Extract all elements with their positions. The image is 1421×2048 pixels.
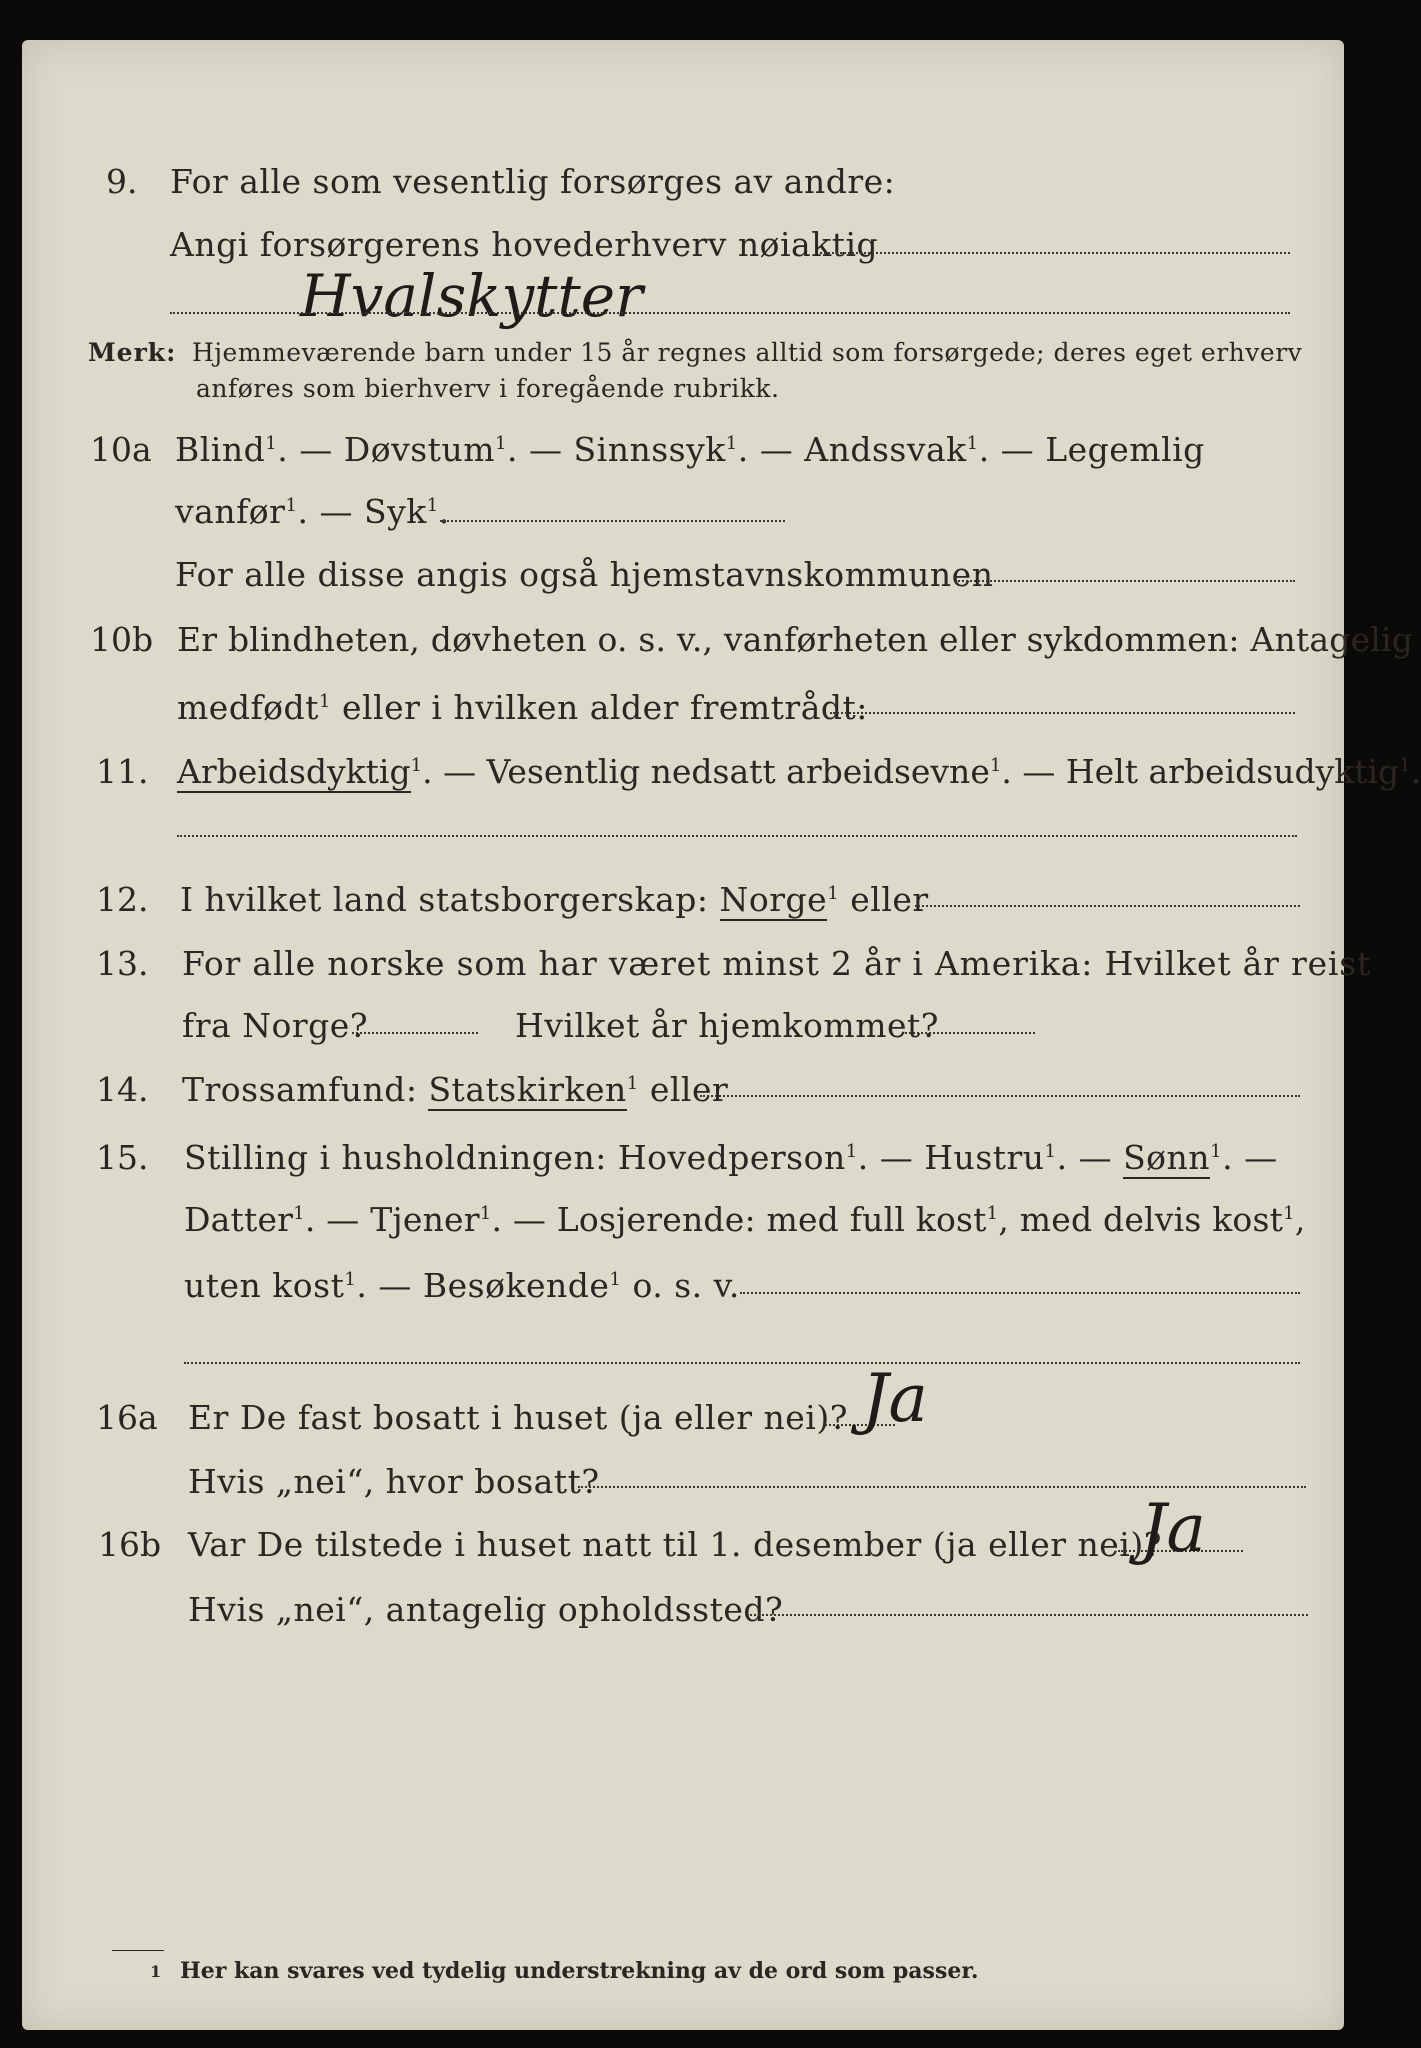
footnote-mark: 1 (265, 433, 278, 454)
q15-delvis: med delvis kost (1019, 1200, 1284, 1239)
q16b-number: 16b (98, 1525, 162, 1564)
merk-label: Merk: (88, 338, 177, 367)
q13-hjem: Hvilket år hjemkommet? (515, 1006, 939, 1045)
q11-arbeidsdyktig: Arbeidsdyktig (177, 752, 411, 791)
footnote-mark: 1 (609, 1269, 622, 1290)
q15-number: 15. (96, 1138, 149, 1177)
q13-fra: fra Norge? (182, 1006, 369, 1045)
footnote-mark: 1 (150, 1962, 162, 1981)
merk-line2: anføres som bierhverv i foregående rubrikk. (196, 374, 780, 403)
footnote-mark: 1 (426, 495, 439, 516)
q11-line: Arbeidsdyktig$^1$. — Vesentlig nedsatt arbeidsevne$^1$. — Helt arbeidsudyktig$^1$. (177, 752, 1421, 791)
q10a-dovstum: Døvstum (343, 430, 495, 469)
q10a-line1: Blind$^1$. — Døvstum$^1$. — Sinnssyk$^1$. — Andssvak$^1$. — Legemlig (175, 430, 1205, 469)
q16a-bosatt-line[interactable] (578, 1486, 1306, 1488)
footnote-mark: 1 (626, 1073, 639, 1094)
q15-line1: Stilling i husholdningen: Hovedperson$^1$. — Hustru$^1$. — Sønn$^1$. — (184, 1138, 1278, 1177)
q16b-line2: Hvis „nei“, antagelig opholdssted? (188, 1590, 784, 1629)
q10a-andssvak: Andssvak (804, 430, 967, 469)
footnote-mark: 1 (1283, 1203, 1295, 1224)
q9-line2: Angi forsørgerens hovederhverv nøiaktig (170, 225, 879, 264)
q10b-line2 (177, 688, 868, 727)
q9-answer-line-2[interactable] (170, 312, 1290, 314)
footnote-mark: 1 (725, 433, 738, 454)
q14-eller: eller (649, 1070, 729, 1109)
q13-line1: For alle norske som har været minst 2 år i Amerika: Hvilket år reist (182, 944, 1372, 983)
q15-datter: Datter (184, 1200, 294, 1239)
q16a-line1: Er De fast bosatt i huset (ja eller nei)? (188, 1398, 848, 1437)
q15-hovedperson: Stilling i husholdningen: Hovedperson (184, 1138, 846, 1177)
q12-line (180, 880, 929, 919)
q10a-vanfor: vanfør (175, 492, 286, 531)
q11-nedsatt: Vesentlig nedsatt arbeidsevne (486, 752, 990, 791)
q14-answer-line[interactable] (700, 1095, 1300, 1097)
q14-text: Trossamfund: (182, 1070, 418, 1109)
q16a-number: 16a (96, 1398, 158, 1437)
q14-number: 14. (96, 1070, 149, 1109)
q10b-medfodt: medfødt (177, 688, 319, 727)
q15-uten: uten kost (184, 1266, 345, 1305)
q16a-line2: Hvis „nei“, hvor bosatt? (188, 1462, 600, 1501)
q15-answer-line-2[interactable] (184, 1362, 1300, 1364)
q10a-number: 10a (90, 430, 152, 469)
q16b-handwritten-answer: Ja (1140, 1490, 1206, 1567)
q12-text: I hvilket land statsborgerskap: (180, 880, 709, 919)
footnote-mark: 1 (495, 433, 508, 454)
q9-line1: For alle som vesentlig forsørges av andre: (170, 162, 896, 201)
footnote-mark: 1 (845, 1141, 858, 1162)
footnote-mark: 1 (479, 1203, 492, 1224)
q13-reist-line[interactable] (352, 1032, 478, 1034)
q10a-kommune-line[interactable] (955, 580, 1295, 582)
q13-hjem-line[interactable] (905, 1032, 1035, 1034)
footnote-mark: 1 (966, 433, 979, 454)
q12-eller: eller (850, 880, 929, 919)
q10a-line3: For alle disse angis også hjemstavnskommunen (175, 555, 994, 594)
q15-line3: uten kost$^1$. — Besøkende$^1$ o. s. v. (184, 1266, 740, 1305)
q10a-syk: Syk (363, 492, 427, 531)
footnote-mark: 1 (344, 1269, 357, 1290)
q10a-syk-line[interactable] (440, 520, 785, 522)
q11-udyktig: Helt arbeidsudyktig (1065, 752, 1400, 791)
q9-answer-line[interactable] (820, 252, 1290, 254)
footnote-mark: 1 (285, 495, 298, 516)
q14-statskirken: Statskirken (428, 1070, 627, 1109)
footnote-mark: 1 (827, 883, 840, 904)
q15-osv: o. s. v. (632, 1266, 740, 1305)
footnote-mark: 1 (293, 1203, 305, 1224)
q11-number: 11. (96, 752, 149, 791)
footnote-mark: 1 (986, 1203, 999, 1224)
footnote-mark: 1 (989, 755, 1002, 776)
q16a-handwritten-answer: Ja (862, 1360, 928, 1437)
q10b-number: 10b (90, 620, 154, 659)
footnote-mark: 1 (1044, 1141, 1057, 1162)
footnote-mark: 1 (318, 691, 331, 712)
q15-answer-line[interactable] (740, 1292, 1300, 1294)
q15-line2: Datter$^1$. — Tjener$^1$. — Losjerende: med full kost$^1$, med delvis kost$^1$, (184, 1200, 1306, 1239)
q10b-answer-line[interactable] (830, 712, 1295, 714)
footnote-mark: 1 (1399, 755, 1411, 776)
q10a-blind: Blind (175, 430, 266, 469)
q15-sonn: Sønn (1123, 1138, 1211, 1177)
q10a-sinnssyk: Sinnssyk (573, 430, 726, 469)
merk-line1: Hjemmeværende barn under 15 år regnes alltid som forsørgede; deres eget erhverv (192, 338, 1303, 367)
footnote-text: Her kan svares ved tydelig understrekning av de ord som passer. (180, 1958, 979, 1984)
q15-hustru: Hustru (924, 1138, 1045, 1177)
q9-handwritten-answer: Hvalskytter (300, 262, 643, 330)
q9-number: 9. (106, 162, 138, 201)
q15-tjener: Tjener (370, 1200, 480, 1239)
q10a-legemlig: Legemlig (1045, 430, 1205, 469)
footnote-mark: 1 (410, 755, 423, 776)
q14-line (182, 1070, 728, 1109)
q15-losjerende: Losjerende: med full kost (556, 1200, 987, 1239)
q12-answer-line[interactable] (915, 905, 1300, 907)
q13-number: 13. (96, 944, 149, 983)
q11-answer-line[interactable] (177, 835, 1297, 837)
q10b-alder: eller i hvilken alder fremtrådt: (341, 688, 868, 727)
q12-norge: Norge (719, 880, 828, 919)
q10a-line2: vanfør$^1$. — Syk$^1$. (175, 492, 450, 531)
q10b-line1: Er blindheten, døvheten o. s. v., vanførheten eller sykdommen: Antagelig (177, 620, 1414, 659)
q16b-opholdssted-line[interactable] (750, 1614, 1308, 1616)
q16b-line1: Var De tilstede i huset natt til 1. desember (ja eller nei)? (188, 1525, 1162, 1564)
footnote-rule (112, 1950, 164, 1951)
q12-number: 12. (96, 880, 149, 919)
q15-besokende: Besøkende (422, 1266, 610, 1305)
footnote-mark: 1 (1210, 1141, 1223, 1162)
